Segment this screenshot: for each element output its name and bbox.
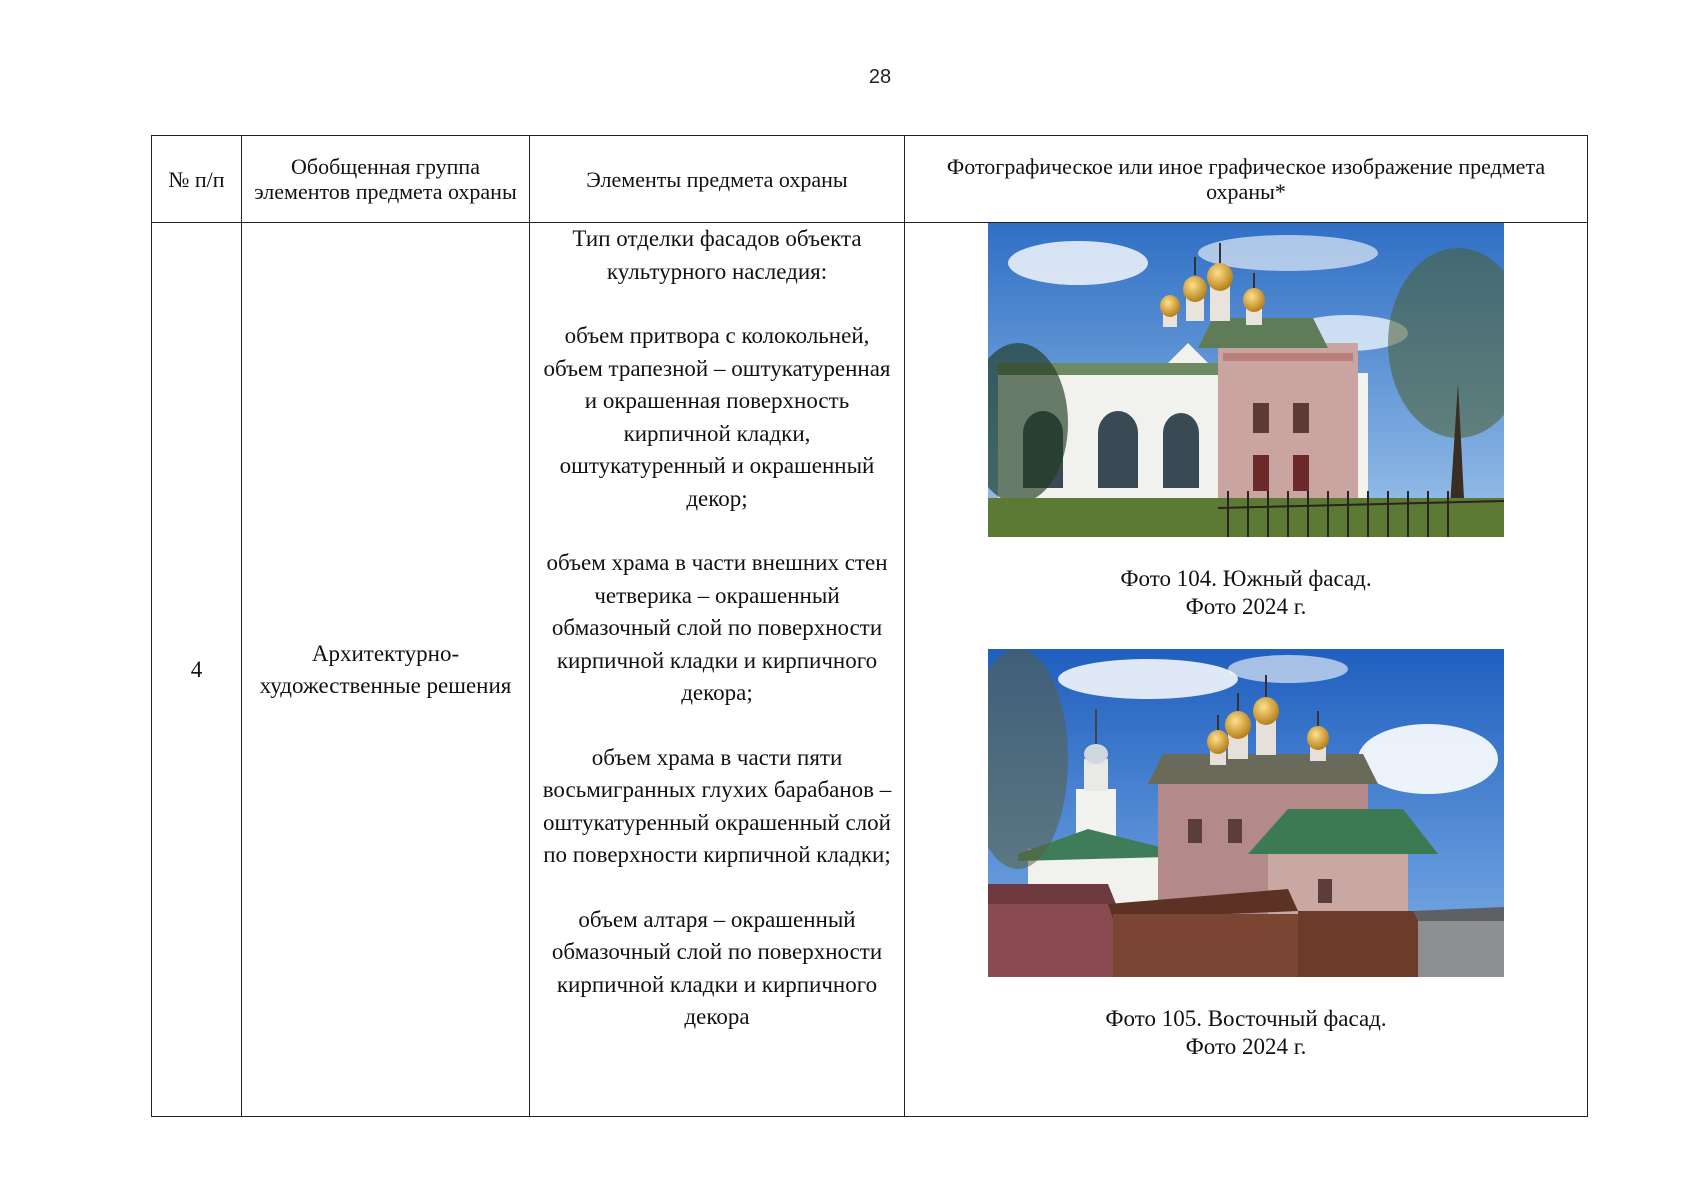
page-number: 28 — [868, 66, 892, 88]
photo-105-caption-title: Фото 105. Восточный фасад. — [1105, 1006, 1387, 1031]
photo-104-caption-title: Фото 104. Южный фасад. — [1120, 566, 1372, 591]
row-group: Архитектурно-художественные решения — [242, 223, 530, 1117]
photo-104-south-facade — [988, 223, 1504, 537]
element-paragraph: объем алтаря – окрашенный обмазочный слой по поверхности кирпичной кладки и кирпичного декора — [551, 906, 883, 1029]
header-number: № п/п — [152, 136, 242, 223]
photo-104-caption-year: Фото 2024 г. — [1185, 594, 1307, 619]
element-paragraph: объем храма в части внешних стен четверика – окрашенный обмазочный слой по поверхности кирпичной кладки и кирпичного декора; — [546, 550, 888, 705]
header-photo: Фотографическое или иное графическое изображение предмета охраны* — [905, 136, 1588, 223]
row-photos — [905, 223, 1588, 1117]
element-paragraph: объем притвора с колокольней, объем трапезной – оштукатуренная и окрашенная поверхность кирпичной кладки, оштукатуренный и окрашенный декор; — [543, 323, 891, 511]
header-group: Обобщенная группа элементов предмета охраны — [242, 136, 530, 223]
row-elements — [530, 223, 905, 1117]
photo-104-caption — [1120, 565, 1371, 621]
photo-105-caption — [1105, 1005, 1386, 1061]
photo-104-block — [915, 223, 1577, 621]
photo-105-caption-year: Фото 2024 г. — [1185, 1034, 1307, 1059]
element-paragraph: объем храма в части пяти восьмигранных глухих барабанов – оштукатуренный окрашенный слой по поверхности кирпичной кладки; — [542, 744, 892, 867]
photo-105-east-facade — [988, 649, 1504, 977]
protection-table — [151, 135, 1588, 1117]
header-elements: Элементы предмета охраны — [530, 136, 905, 223]
row-number: 4 — [152, 223, 242, 1117]
photo-105-block — [915, 649, 1577, 1061]
table-row — [152, 223, 1588, 1117]
element-paragraph: Тип отделки фасадов объекта культурного наследия: — [572, 226, 862, 284]
table-header-row — [152, 136, 1588, 223]
